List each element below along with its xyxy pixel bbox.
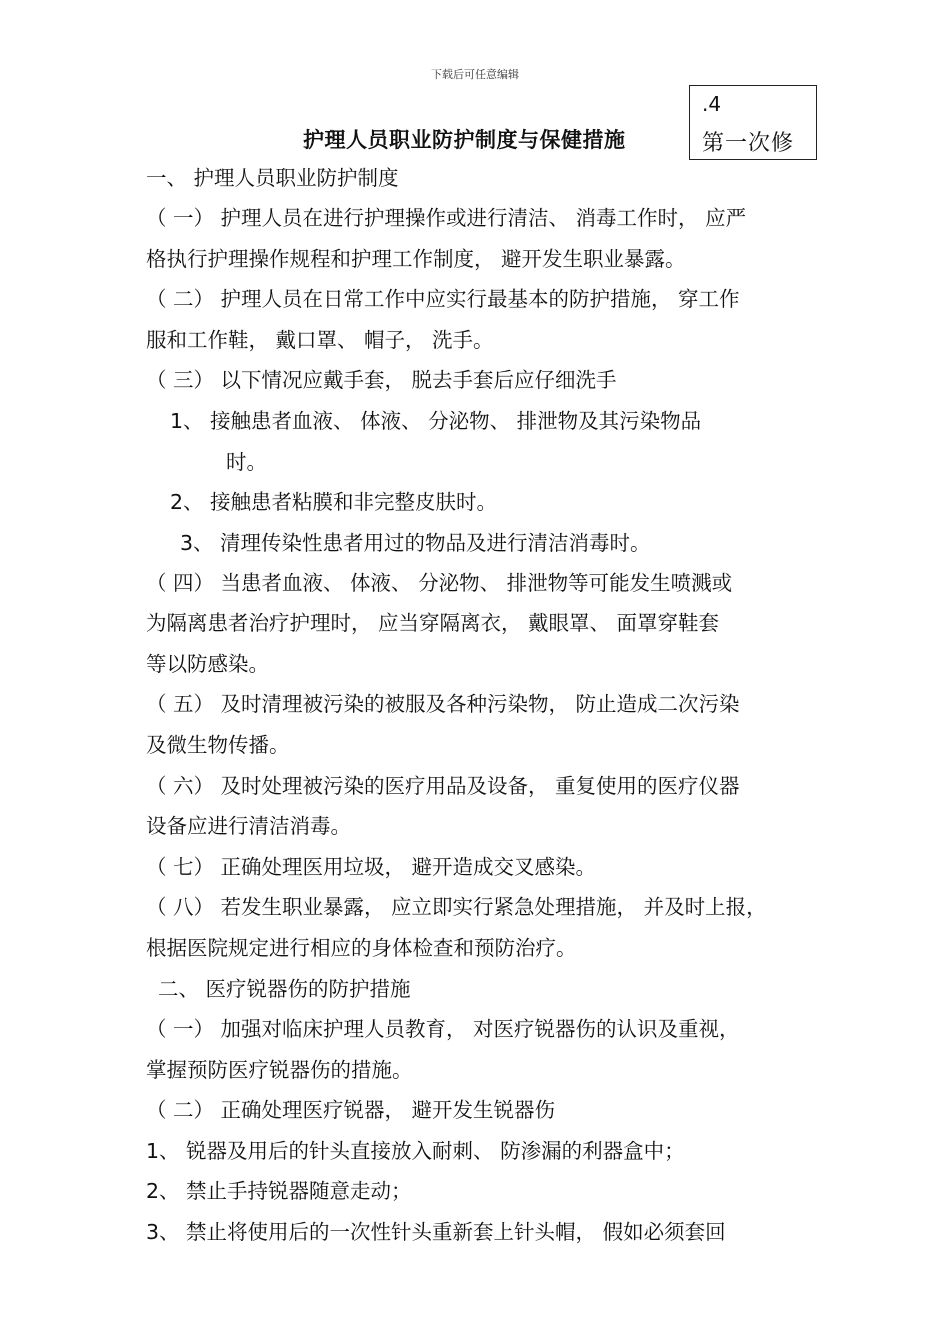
- paragraph-line: （ 二） 正确处理医疗锐器， 避开发生锐器伤: [146, 1098, 556, 1122]
- section-heading: 一、 护理人员职业防护制度: [146, 166, 399, 190]
- paragraph-line: （ 三） 以下情况应戴手套， 脱去手套后应仔细洗手: [146, 368, 617, 392]
- list-item: 2、 接触患者粘膜和非完整皮肤时。: [170, 490, 498, 514]
- revision-number: .4: [702, 92, 722, 116]
- list-item: 1、 接触患者血液、 体液、 分泌物、 排泄物及其污染物品: [170, 409, 702, 433]
- paragraph-line: （ 一） 加强对临床护理人员教育， 对医疗锐器伤的认识及重视，: [146, 1017, 740, 1041]
- paragraph-line: （ 六） 及时处理被污染的医疗用品及设备， 重复使用的医疗仪器: [146, 774, 740, 798]
- paragraph-line: 设备应进行清洁消毒。: [146, 814, 351, 838]
- paragraph-line: 等以防感染。: [146, 652, 269, 676]
- list-item: 1、 锐器及用后的针头直接放入耐刺、 防渗漏的利器盒中；: [146, 1139, 685, 1163]
- paragraph-line: （ 七） 正确处理医用垃圾， 避开造成交叉感染。: [146, 855, 597, 879]
- header-note: 下载后可任意编辑: [431, 68, 519, 81]
- paragraph-line: （ 四） 当患者血液、 体液、 分泌物、 排泄物等可能发生喷溅或: [146, 571, 733, 595]
- document-title: 护理人员职业防护制度与保健措施: [303, 128, 626, 152]
- section-heading: 二、 医疗锐器伤的防护措施: [158, 977, 411, 1001]
- paragraph-line: （ 一） 护理人员在进行护理操作或进行清洁、 消毒工作时， 应严: [146, 206, 747, 230]
- list-item-continuation: 时。: [226, 450, 267, 474]
- revision-box: [689, 85, 817, 160]
- list-item: 3、 禁止将使用后的一次性针头重新套上针头帽， 假如必须套回: [146, 1220, 726, 1244]
- paragraph-line: 根据医院规定进行相应的身体检查和预防治疗。: [146, 936, 577, 960]
- paragraph-line: 服和工作鞋， 戴口罩、 帽子， 洗手。: [146, 328, 494, 352]
- revision-label: 第一次修: [702, 131, 795, 156]
- paragraph-line: 为隔离患者治疗护理时， 应当穿隔离衣， 戴眼罩、 面罩穿鞋套: [146, 611, 720, 635]
- paragraph-line: 及微生物传播。: [146, 733, 290, 757]
- paragraph-line: （ 二） 护理人员在日常工作中应实行最基本的防护措施， 穿工作: [146, 287, 740, 311]
- paragraph-line: （ 八） 若发生职业暴露， 应立即实行紧急处理措施， 并及时上报，: [146, 895, 767, 919]
- paragraph-line: （ 五） 及时清理被污染的被服及各种污染物， 防止造成二次污染: [146, 692, 740, 716]
- paragraph-line: 掌握预防医疗锐器伤的措施。: [146, 1058, 413, 1082]
- list-item: 2、 禁止手持锐器随意走动；: [146, 1179, 412, 1203]
- list-item: 3、 清理传染性患者用过的物品及进行清洁消毒时。: [180, 531, 651, 555]
- paragraph-line: 格执行护理操作规程和护理工作制度， 避开发生职业暴露。: [146, 247, 686, 271]
